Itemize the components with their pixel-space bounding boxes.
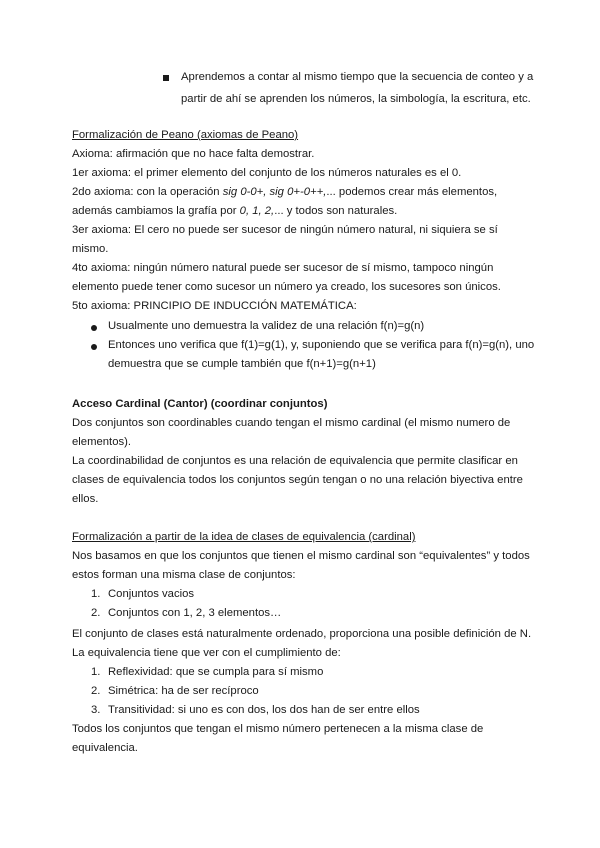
axiom-1: 1er axioma: el primer elemento del conjunto de los números naturales es el 0.: [72, 167, 462, 179]
equiv-p1-line2: estos forman una misma clase de conjuntos:: [72, 569, 296, 581]
axiom-2-line1: 2do axioma: con la operación sig 0-0+, sig 0+-0++,... podemos crear más elementos,: [72, 186, 498, 198]
axiom-2-line2: además cambiamos la grafía por 0, 1, 2,... y todos son naturales.: [72, 205, 398, 217]
cantor-heading: Acceso Cardinal (Cantor) (coordinar conjuntos): [72, 398, 328, 410]
equiv-p4-line2: equivalencia.: [72, 742, 138, 754]
bullet-icon: [91, 344, 97, 350]
list-item-transitivity: Transitividad: si uno es con dos, los dos han de ser entre ellos: [108, 704, 420, 716]
axiom-4-line1: 4to axioma: ningún número natural puede ser sucesor de sí mismo, tampoco ningún: [72, 262, 494, 274]
equiv-heading: Formalización a partir de la idea de clases de equivalencia (cardinal): [72, 531, 416, 543]
list-number: 2.: [91, 685, 101, 697]
list-number: 1.: [91, 588, 101, 600]
induction-bullet-2-line1: Entonces uno verifica que f(1)=g(1), y, suponiendo que se verifica para f(n)=g(n), uno: [108, 339, 535, 351]
cantor-p2-line2: clases de equivalencia todos los conjuntos según tengan o no una relación biyectiva entre: [72, 474, 523, 486]
cantor-p1-line1: Dos conjuntos son coordinables cuando tengan el mismo cardinal (el mismo numero de: [72, 417, 511, 429]
list-number: 1.: [91, 666, 101, 678]
equiv-p4-line1: Todos los conjuntos que tengan el mismo número pertenecen a la misma clase de: [72, 723, 484, 735]
list-item-reflexivity: Reflexividad: que se cumpla para sí mismo: [108, 666, 324, 678]
axiom-5: 5to axioma: PRINCIPIO DE INDUCCIÓN MATEMÁTICA:: [72, 300, 357, 312]
list-number: 3.: [91, 704, 101, 716]
peano-heading: Formalización de Peano (axiomas de Peano): [72, 129, 299, 141]
induction-bullet-1: Usualmente uno demuestra la validez de una relación f(n)=g(n): [108, 320, 425, 332]
axiom-definition: Axioma: afirmación que no hace falta demostrar.: [72, 148, 315, 160]
equiv-p3: La equivalencia tiene que ver con el cumplimiento de:: [72, 647, 341, 659]
top-bullet-line1: Aprendemos a contar al mismo tiempo que la secuencia de conteo y a: [181, 71, 534, 83]
equiv-p1-line1: Nos basamos en que los conjuntos que tienen el mismo cardinal son “equivalentes” y todos: [72, 550, 530, 562]
top-bullet-line2: partir de ahí se aprenden los números, la simbología, la escritura, etc.: [181, 93, 531, 105]
equiv-p2: El conjunto de clases está naturalmente ordenado, proporciona una posible definición de N.: [72, 628, 532, 640]
cantor-p1-line2: elementos).: [72, 436, 132, 448]
list-item-empty-sets: Conjuntos vacios: [108, 588, 195, 600]
square-bullet-icon: [163, 75, 169, 81]
axiom-3-line1: 3er axioma: El cero no puede ser sucesor de ningún número natural, ni siquiera se sí: [72, 224, 498, 236]
cantor-p2-line3: ellos.: [72, 493, 99, 505]
list-item-symmetry: Simétrica: ha de ser recíproco: [108, 685, 259, 697]
cantor-p2-line1: La coordinabilidad de conjuntos es una relación de equivalencia que permite clasificar en: [72, 455, 518, 467]
list-item-sets-with-elements: Conjuntos con 1, 2, 3 elementos…: [108, 607, 282, 619]
list-number: 2.: [91, 607, 101, 619]
axiom-4-line2: elemento puede tener como sucesor un número ya creado, los sucesores son únicos.: [72, 281, 501, 293]
induction-bullet-2-line2: demuestra que se cumple también que f(n+1)=g(n+1): [108, 358, 376, 370]
bullet-icon: [91, 325, 97, 331]
axiom-3-line2: mismo.: [72, 243, 109, 255]
